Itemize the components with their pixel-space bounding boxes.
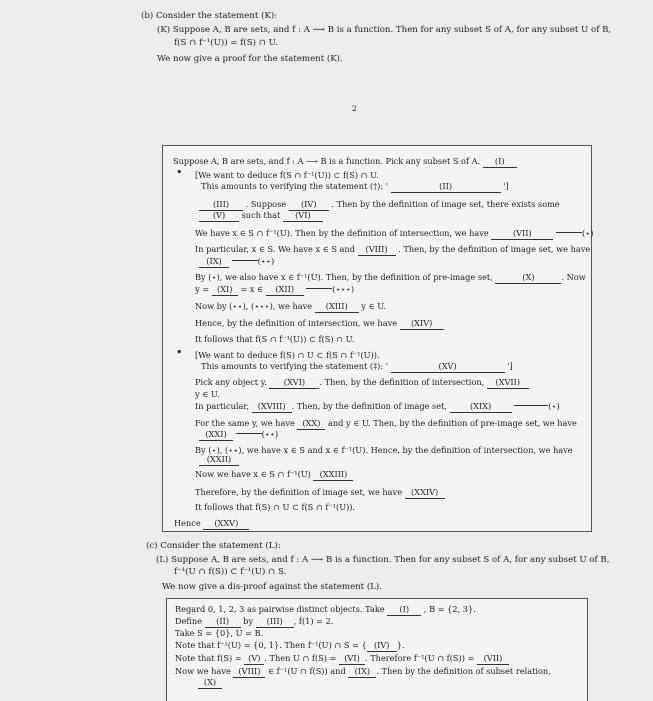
bullet-icon: •: [176, 346, 183, 359]
define-line: Define (II) by (III) , f(1) = 2.: [175, 616, 334, 626]
blank-XXIV[interactable]: (XXIV): [405, 487, 445, 499]
page-number: 2: [352, 104, 357, 113]
sub2-line2: This amounts to verifying the statement (‡): ' (XV) ']: [201, 361, 513, 371]
part-b-heading: (b) Consider the statement (K):: [141, 11, 278, 21]
proof-intro: We now give a proof for the statement (K).: [157, 54, 343, 64]
blank-XII[interactable]: (XII): [266, 284, 304, 296]
blank-XXI[interactable]: (XXI): [199, 429, 233, 441]
hence-int-line: Hence, by the definition of intersection, we have (XIV): [195, 318, 444, 330]
statement-l-line2: f⁻¹(U ∩ f(S)) ⊂ f⁻¹(U) ∩ S.: [174, 567, 287, 577]
statement-k-line1: (K) Suppose A, B are sets, and f : A ⟶ B is a function. Then for any subset S of A, for any subset U of B,: [157, 25, 612, 35]
x-line: [198, 677, 222, 689]
particular2-line: In particular, (XVIII) . Then, by the definition of image set, (XIX) (⋆): [195, 401, 560, 411]
regard-line: Regard 0, 1, 2, 3 as pairwise distinct objects. Take (I) , B = {2, 3}.: [175, 604, 476, 614]
by-stars-line: By (⋆), (⋆⋆), we have x ∈ S and x ∈ f⁻¹(U). Hence, by the definition of intersection, we have: [195, 445, 573, 455]
y-in-U: y ∈ U.: [195, 389, 220, 399]
xxii-line: [199, 454, 239, 466]
note1-line: Note that f⁻¹(U) = {0, 1}. Then f⁻¹(U) ∩ S = { (IV) }.: [175, 640, 405, 650]
blank-XVIII[interactable]: (XVIII): [252, 401, 292, 413]
blank-c-IX[interactable]: (IX): [348, 666, 376, 678]
blank-c-III[interactable]: (III): [256, 616, 294, 628]
sub1-line2: This amounts to verifying the statement (†): ' (II) ']: [201, 181, 509, 191]
follows-2: It follows that f(S) ∩ U ⊂ f(S ∩ f⁻¹(U)).: [195, 502, 356, 512]
same-y-line: For the same y, we have (XX) and y ∈ U. Then, by the definition of pre-image set, we have: [195, 418, 577, 428]
blank-IX[interactable]: (IX): [199, 256, 229, 268]
part-c-heading: (c) Consider the statement (L):: [146, 541, 281, 551]
blank-c-IV[interactable]: (IV): [367, 640, 397, 652]
ix-line: (IX) (⋆⋆): [199, 256, 274, 268]
y-eq-line: y = (XI) = x ∈ (XII) (⋆⋆⋆): [195, 284, 355, 294]
sub1-line1: [We want to deduce f(S ∩ f⁻¹(U)) ⊂ f(S) ∩ U.: [195, 170, 379, 180]
blank-XVII[interactable]: (XVII): [487, 377, 529, 389]
statement-k-line2: f(S ∩ f⁻¹(U)) = f(S) ∩ U.: [174, 38, 278, 48]
blank-c-I[interactable]: (I): [387, 604, 421, 616]
by-star-line: By (⋆), we also have x ∈ f⁻¹(U). Then, by the definition of pre-image set, (X) . Now: [195, 272, 586, 282]
blank-c-VI[interactable]: (VI): [339, 653, 365, 665]
blank-IV[interactable]: (IV): [289, 199, 329, 211]
blank-c-II[interactable]: (II): [205, 616, 241, 628]
blank-V[interactable]: (V): [199, 210, 239, 222]
disproof-intro: We now give a dis-proof against the statement (L).: [162, 582, 383, 592]
now-have-c-line: Now we have (VIII) ∈ f⁻¹(U ∩ f(S)) and (IX) . Then by the definition of subset relation,: [175, 666, 551, 676]
bullet-icon: •: [176, 166, 183, 179]
take-line: Take S = {0}, U = B.: [175, 628, 264, 638]
blank-XV[interactable]: (XV): [391, 361, 505, 373]
therefore-line: Therefore, by the definition of image set, we have (XXIV): [195, 487, 445, 499]
xxi-line: (XXI) (⋆⋆): [199, 429, 278, 441]
blank-XXIII[interactable]: (XXIII): [313, 469, 353, 481]
now-have-line: Now we have x ∈ S ∩ f⁻¹(U) (XXIII): [195, 469, 353, 481]
blank-VI[interactable]: (VI): [283, 210, 323, 222]
particular-line: In particular, x ∈ S. We have x ∈ S and (VIII) . Then, by the definition of image set, we have: [195, 244, 591, 254]
note2-line: Note that f(S) = (V) . Then U ∩ f(S) = (VI) . Therefore f⁻¹(U ∩ f(S)) = (VII): [175, 653, 509, 665]
blank-c-X[interactable]: (X): [198, 677, 222, 689]
blank-X[interactable]: (X): [495, 272, 561, 284]
blank-c-VIII[interactable]: (VIII): [233, 666, 265, 678]
blank-XXV[interactable]: (XXV): [203, 518, 249, 530]
follows-1: It follows that f(S ∩ f⁻¹(U)) ⊂ f(S) ∩ U.: [195, 334, 355, 344]
blank-XIV[interactable]: (XIV): [400, 318, 444, 330]
proof-line-1: Suppose A, B are sets, and f : A ⟶ B is a function. Pick any subset S of A. (I): [173, 156, 517, 168]
statement-l-line1: (L) Suppose A, B are sets, and f : A ⟶ B is a function. Then for any subset S of A, for any subset U of B,: [156, 555, 610, 565]
blank-XX[interactable]: (XX): [297, 418, 325, 430]
blank-I[interactable]: (I): [483, 156, 517, 168]
blank-VIII[interactable]: (VIII): [358, 244, 396, 256]
pick-y-line: Pick any object y. (XVI) . Then, by the definition of intersection, (XVII): [195, 377, 529, 389]
blank-XIII[interactable]: (XIII): [315, 301, 359, 313]
blank-XI[interactable]: (XI): [212, 284, 238, 296]
blank-XXII[interactable]: (XXII): [199, 454, 239, 466]
blank-c-V[interactable]: (V): [244, 653, 264, 665]
blank-XVI[interactable]: (XVI): [269, 377, 319, 389]
hence-line: Hence (XXV): [174, 518, 249, 530]
exists-line: (V) such that (VI): [199, 210, 323, 222]
blank-XIX[interactable]: (XIX): [450, 401, 512, 413]
suppose-line: (III) . Suppose (IV) . Then by the definition of image set, there exists some: [199, 199, 560, 211]
now-by-line: Now by (⋆⋆), (⋆⋆⋆), we have (XIII) y ∈ U.: [195, 301, 386, 311]
have-line: We have x ∈ S ∩ f⁻¹(U). Then by the definition of intersection, we have (VII) (⋆): [195, 228, 594, 238]
blank-III[interactable]: (III): [199, 199, 243, 211]
blank-c-VII[interactable]: (VII): [477, 653, 509, 665]
sub2-line1: [We want to deduce f(S) ∩ U ⊂ f(S ∩ f⁻¹(U)).: [195, 350, 380, 360]
blank-VII[interactable]: (VII): [491, 228, 553, 240]
blank-II[interactable]: (II): [391, 181, 501, 193]
